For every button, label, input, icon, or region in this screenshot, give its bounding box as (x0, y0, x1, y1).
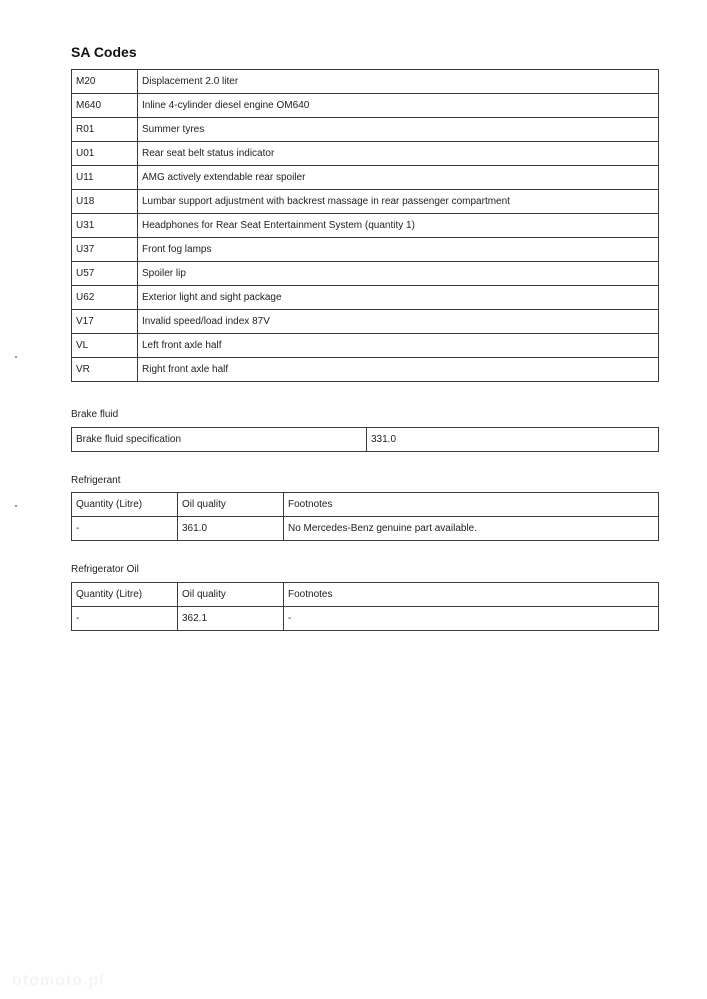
sa-code: V17 (72, 310, 138, 334)
cell-oil-quality: 361.0 (178, 517, 284, 541)
refrigerator-oil-table (71, 582, 659, 631)
sa-code: U31 (72, 214, 138, 238)
table-row (72, 94, 659, 118)
sa-code: M20 (72, 70, 138, 94)
sa-code: U62 (72, 286, 138, 310)
brake-fluid-spec-key: Brake fluid specification (72, 428, 367, 452)
sa-description: Inline 4-cylinder diesel engine OM640 (138, 94, 659, 118)
sa-description: Spoiler lip (138, 262, 659, 286)
sa-description: Rear seat belt status indicator (138, 142, 659, 166)
sa-code: VR (72, 358, 138, 382)
header-oil-quality: Oil quality (178, 493, 284, 517)
sa-codes-table (71, 69, 659, 382)
table-row (72, 334, 659, 358)
cell-quantity: - (72, 607, 178, 631)
table-row (72, 166, 659, 190)
table-row (72, 190, 659, 214)
cell-footnotes: No Mercedes-Benz genuine part available. (284, 517, 659, 541)
table-row (72, 142, 659, 166)
sa-description: Summer tyres (138, 118, 659, 142)
table-row (72, 428, 659, 452)
sa-code: U11 (72, 166, 138, 190)
sa-description: AMG actively extendable rear spoiler (138, 166, 659, 190)
header-quantity: Quantity (Litre) (72, 493, 178, 517)
cell-quantity: - (72, 517, 178, 541)
table-row (72, 607, 659, 631)
sa-code: U18 (72, 190, 138, 214)
sa-description: Headphones for Rear Seat Entertainment System (quantity 1) (138, 214, 659, 238)
sa-code: U57 (72, 262, 138, 286)
sa-code: M640 (72, 94, 138, 118)
header-footnotes: Footnotes (284, 583, 659, 607)
sa-description: Front fog lamps (138, 238, 659, 262)
brake-fluid-table (71, 427, 659, 452)
scan-dot (15, 505, 17, 507)
table-row (72, 358, 659, 382)
page-title: SA Codes (71, 44, 137, 60)
sa-description: Exterior light and sight package (138, 286, 659, 310)
sa-description: Lumbar support adjustment with backrest massage in rear passenger compartment (138, 190, 659, 214)
sa-description: Right front axle half (138, 358, 659, 382)
sa-code: VL (72, 334, 138, 358)
refrigerant-label: Refrigerant (71, 475, 121, 486)
sa-description: Invalid speed/load index 87V (138, 310, 659, 334)
table-row (72, 70, 659, 94)
watermark-logo: otomoto.pl (12, 972, 105, 989)
table-row (72, 214, 659, 238)
sa-description: Left front axle half (138, 334, 659, 358)
scan-dot (15, 356, 17, 358)
sa-description: Displacement 2.0 liter (138, 70, 659, 94)
table-header-row (72, 583, 659, 607)
table-row (72, 310, 659, 334)
cell-oil-quality: 362.1 (178, 607, 284, 631)
refrigerant-table (71, 492, 659, 541)
table-row (72, 262, 659, 286)
table-row (72, 286, 659, 310)
table-row (72, 517, 659, 541)
refrigerator-oil-label: Refrigerator Oil (71, 564, 139, 575)
sa-code: U01 (72, 142, 138, 166)
cell-footnotes: - (284, 607, 659, 631)
table-row (72, 118, 659, 142)
brake-fluid-label: Brake fluid (71, 409, 119, 420)
table-row (72, 238, 659, 262)
sa-code: U37 (72, 238, 138, 262)
header-oil-quality: Oil quality (178, 583, 284, 607)
header-footnotes: Footnotes (284, 493, 659, 517)
header-quantity: Quantity (Litre) (72, 583, 178, 607)
sa-code: R01 (72, 118, 138, 142)
table-header-row (72, 493, 659, 517)
brake-fluid-spec-value: 331.0 (367, 428, 659, 452)
